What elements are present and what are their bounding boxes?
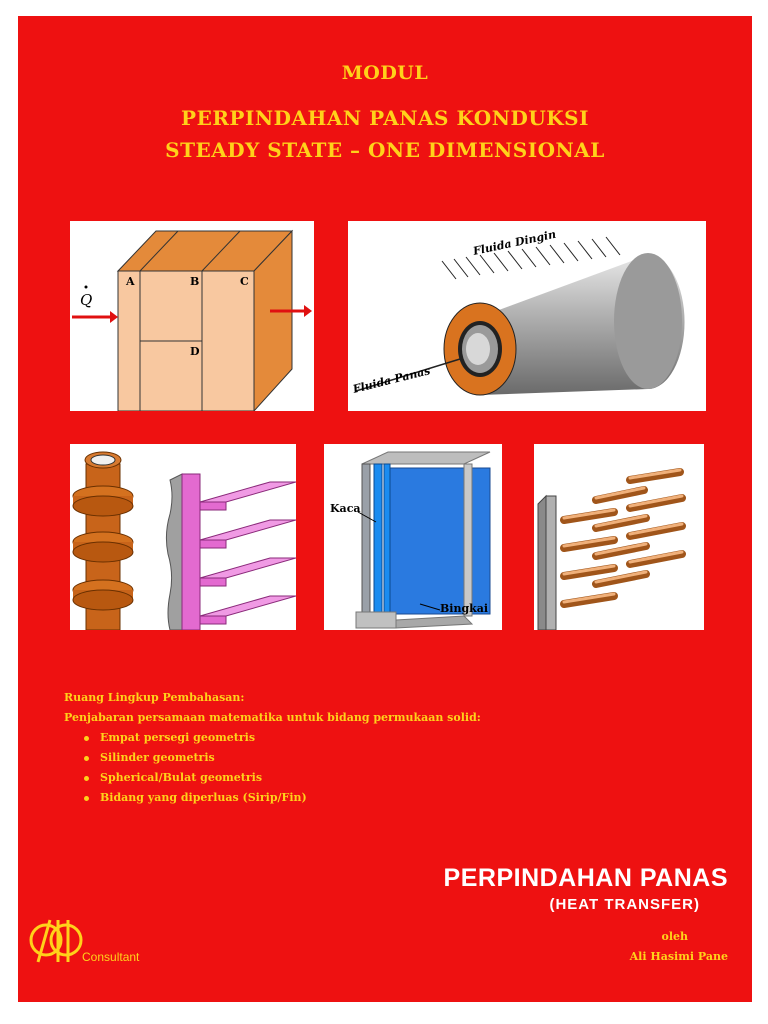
consultant-logo-icon bbox=[28, 916, 88, 966]
scope-intro: Penjabaran persamaan matematika untuk bidang permukaan solid: bbox=[64, 711, 481, 724]
pin-fins-figure bbox=[534, 444, 704, 630]
module-label: MODUL bbox=[341, 62, 429, 84]
wall-label-a: A bbox=[126, 275, 135, 288]
scope-item: Bidang yang diperluas (Sirip/Fin) bbox=[100, 788, 564, 808]
consultant-label: Consultant bbox=[82, 950, 140, 964]
heat-flow-symbol: Q bbox=[80, 291, 93, 309]
wall-label-c: C bbox=[240, 275, 249, 288]
composite-wall-figure bbox=[70, 221, 314, 411]
wall-label-d: D bbox=[190, 345, 200, 358]
scope-heading: Ruang Lingkup Pembahasan: bbox=[64, 691, 245, 704]
book-subtitle: (HEAT TRANSFER) bbox=[549, 896, 700, 913]
insulated-pipe-figure bbox=[348, 221, 706, 411]
book-title: PERPINDAHAN PANAS bbox=[443, 864, 728, 892]
title-line-1: PERPINDAHAN PANAS KONDUKSI bbox=[181, 106, 589, 130]
cold-fluid-label: Fluida Dingin bbox=[471, 227, 558, 258]
frame-label: Bingkai bbox=[440, 602, 489, 615]
window-figure bbox=[324, 444, 502, 630]
scope-item: Empat persegi geometris bbox=[100, 728, 564, 748]
title-line-2: STEADY STATE – ONE DIMENSIONAL bbox=[165, 138, 605, 162]
scope-section bbox=[64, 688, 564, 808]
scope-item: Silinder geometris bbox=[100, 748, 564, 768]
glass-label: Kaca bbox=[330, 502, 361, 515]
scope-list bbox=[64, 728, 564, 808]
by-label: oleh bbox=[661, 930, 688, 943]
hot-fluid-label: Fluida Panas bbox=[351, 364, 432, 396]
scope-item: Spherical/Bulat geometris bbox=[100, 768, 564, 788]
wall-label-b: B bbox=[190, 275, 200, 288]
author-name: Ali Hasimi Pane bbox=[629, 950, 728, 963]
fins-figure bbox=[70, 444, 296, 630]
cover-page bbox=[18, 16, 752, 1002]
